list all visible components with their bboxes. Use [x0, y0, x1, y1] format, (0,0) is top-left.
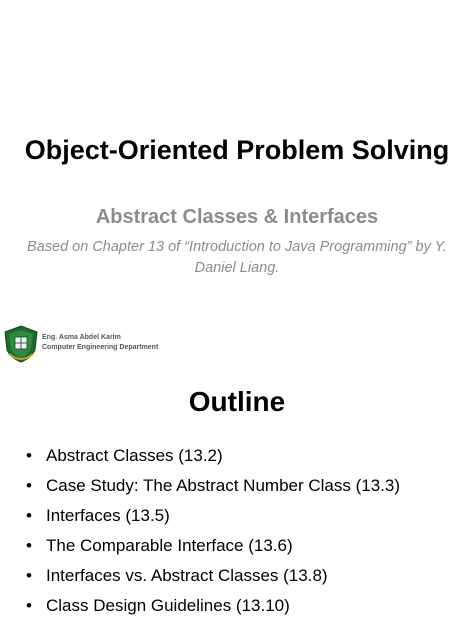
bullet-icon: •	[26, 536, 32, 555]
outline-list	[26, 441, 400, 621]
author-department: Computer Engineering Department	[42, 344, 159, 351]
source-note: Based on Chapter 13 of “Introduction to Java Programming” by Y. Daniel Liang.	[27, 239, 447, 276]
bullet-icon: •	[26, 446, 32, 465]
slide-title: Object-Oriented Problem Solving	[24, 135, 450, 165]
outline-item-label: Interfaces (13.5)	[46, 506, 170, 525]
slide-subtitle: Abstract Classes & Interfaces	[95, 206, 379, 228]
outline-item	[26, 501, 400, 531]
outline-item	[26, 591, 400, 621]
bullet-icon: •	[26, 476, 32, 495]
bullet-icon: •	[26, 566, 32, 585]
outline-item-label: Case Study: The Abstract Number Class (13.3)	[46, 476, 401, 495]
outline-item-label: Abstract Classes (13.2)	[46, 446, 223, 465]
outline-item-label: Class Design Guidelines (13.10)	[46, 596, 290, 615]
author-name: Eng. Asma Abdel Karim	[42, 334, 121, 341]
bullet-icon: •	[26, 596, 32, 615]
bullet-icon: •	[26, 506, 32, 525]
outline-item	[26, 561, 400, 591]
university-crest-icon	[1, 324, 41, 364]
outline-item	[26, 441, 400, 471]
author-block	[42, 333, 158, 353]
outline-title: Outline	[188, 386, 286, 417]
outline-item	[26, 471, 400, 501]
outline-item-label: The Comparable Interface (13.6)	[46, 536, 293, 555]
outline-item-label: Interfaces vs. Abstract Classes (13.8)	[46, 566, 328, 585]
outline-item	[26, 531, 400, 561]
